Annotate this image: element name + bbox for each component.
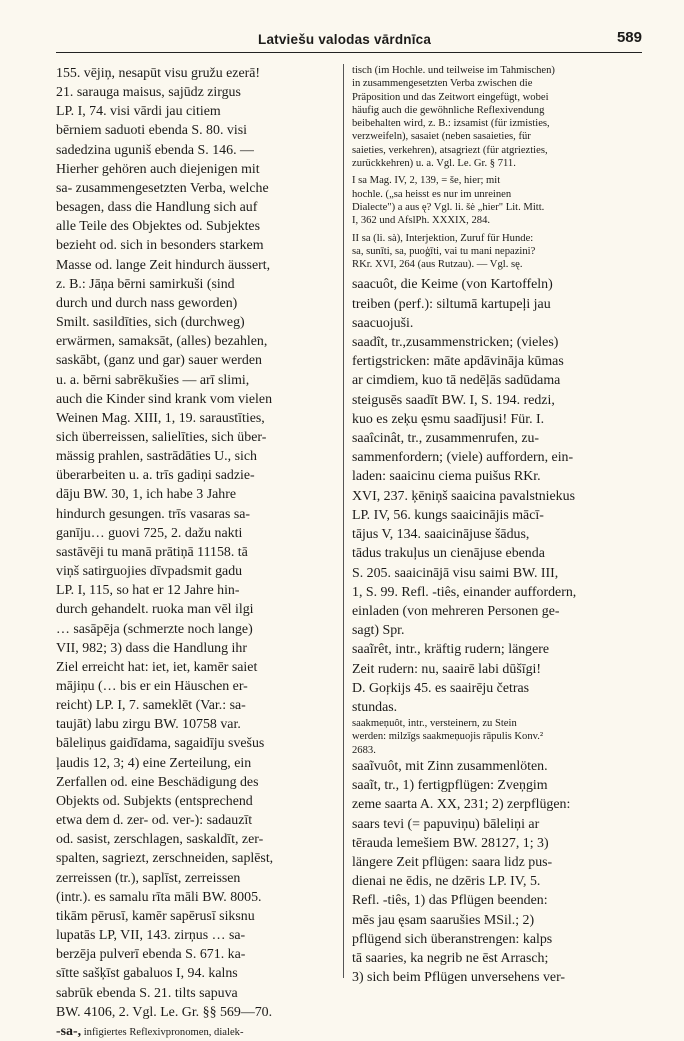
- text-line: saars tevi (= papuviņu) bāleliņi ar: [352, 816, 540, 832]
- text-line: durch und durch nass geworden): [56, 295, 238, 311]
- text-line: häufig auch die gewöhnliche Reflexivendung: [352, 104, 545, 116]
- text-line: durch gehandelt. ruoka man vēl ilgi: [56, 602, 254, 618]
- text-line: I, 362 und AfslPh. XXXIX, 284.: [352, 215, 491, 227]
- text-line: viņš satirguojies dīvpadsmit gadu: [56, 564, 243, 580]
- text-line: Masse od. lange Zeit hindurch äussert,: [56, 257, 271, 273]
- text-line: kuo es zeķu ęsmu saadījusi! Für. I.: [352, 411, 545, 427]
- text-line: mājiņu (… bis er ein Häuschen er-: [56, 679, 248, 694]
- text-line: in zusammengesetzten Verba zwischen die: [352, 78, 533, 90]
- text-line: Objekts od. Subjekts (entsprechend: [56, 793, 253, 809]
- text-line: sa- zusammengesetzten Verba, welche: [56, 180, 269, 196]
- text-line: zeme saarta A. XX, 231; 2) zerpflügen:: [352, 797, 571, 813]
- text-line: sadedzina uguniš ebenda S. 146. —: [56, 142, 254, 158]
- text-line: fertigstricken: māte apdāvināja kūmas: [352, 354, 564, 370]
- text-line: mēs jau ęsam saarušies MSil.; 2): [352, 912, 535, 928]
- text-line: steigusēs saadīt BW. I, S. 194. redzi,: [352, 392, 555, 408]
- text-line: saakmeņuôt, intr., versteinern, zu Stein: [352, 718, 517, 730]
- text-line: saadît, tr.,zusammenstricken; (vieles): [352, 335, 559, 351]
- text-line: XVI, 237. ķēniņš saaicina pavalstniekus: [352, 488, 575, 504]
- text-line: S. 205. saaicinājā visu saimi BW. III,: [352, 565, 559, 581]
- text-line: saaĩvuôt, mit Zinn zusammenlöten.: [352, 759, 548, 775]
- text-line: sabrūk ebenda S. 21. tilts sapuva: [56, 985, 238, 1001]
- text-line: bezieht od. sich in besonders starkem: [56, 238, 264, 254]
- text-line: erwärmen, samaksāt, (alles) bezahlen,: [56, 334, 268, 350]
- entry-sa-2: [352, 232, 652, 272]
- text-line: einladen (von mehreren Personen ge-: [352, 603, 560, 619]
- text-line: ar cimdiem, kuo tā nedēļās sadūdama: [352, 373, 561, 389]
- text-line: sagt) Spr.: [352, 623, 405, 639]
- text-line: zurückkehren) u. a. Vgl. Le. Gr. § 711.: [352, 158, 516, 170]
- text-line: saacuôt, die Keime (von Kartoffeln): [352, 277, 553, 293]
- text-line: sammenfordern; (viele) auffordern, ein-: [352, 450, 574, 466]
- text-line: ganīju… guovi 725, 2. dažu nakti: [56, 525, 243, 541]
- text-line: taujāt) labu zirgu BW. 10758 var.: [56, 717, 241, 733]
- text-line: zerreissen (tr.), saplīst, zerreissen: [56, 870, 241, 886]
- text-line: Smilt. sasildīties, sich (durchweg): [56, 315, 245, 331]
- text-line: mässig prahlen, sastrādāties U., sich: [56, 449, 257, 465]
- entry-sa-1: [352, 174, 652, 227]
- text-line: tikām pērusī, kamēr sapērusī siksnu: [56, 908, 255, 924]
- text-line: od. sasist, zerschlagen, saskaldīt, zer-: [56, 832, 264, 848]
- text-line: (intr.). es samalu rīta māli BW. 8005.: [56, 889, 262, 905]
- text-line: hindurch gesungen. trīs vasaras sa-: [56, 506, 251, 522]
- text-line: Präposition und das Zeitwort eingefügt, wobei: [352, 91, 549, 103]
- text-line: reicht) LP. I, 7. sameklēt (Var.: sa-: [56, 698, 246, 714]
- text-line: auch die Kinder sind krank vom vielen: [56, 391, 273, 407]
- text-line: tisch (im Hochle. und teilweise im Tahmischen): [352, 65, 555, 76]
- text-line: längere Zeit pflügen: saara lidz pus-: [352, 855, 553, 871]
- text-line: LP. I, 115, so hat er 12 Jahre hin-: [56, 583, 240, 599]
- text-line: etwa dem d. zer- od. ver-): sadauzīt: [56, 813, 253, 829]
- text-line: dienai ne ēdis, ne dzēris LP. IV, 5.: [352, 874, 541, 890]
- text-line: stundas.: [352, 699, 398, 715]
- text-line: 155. vējiņ, nesapūt visu gružu ezerā!: [56, 66, 261, 81]
- text-line: saacuojuši.: [352, 315, 414, 331]
- text-line: tādus trakuļus un cienājuse ebenda: [352, 546, 545, 562]
- text-line: tērauda lemešiem BW. 28127, 1; 3): [352, 835, 549, 851]
- text-line: ļaudis 12, 3; 4) eine Zerteilung, ein: [56, 755, 252, 771]
- text-line: 2683.: [352, 744, 376, 756]
- text-line: 3) sich beim Pflügen unversehens ver-: [352, 970, 566, 986]
- page-header: [56, 22, 642, 53]
- text-line: Ziel erreicht hat: iet, iet, kamēr saiet: [56, 659, 258, 675]
- text-line: u. a. bērni sabrēkušies — arī slimi,: [56, 372, 250, 388]
- dictionary-entries-continued: [352, 757, 652, 987]
- text-line: saieties, verkehren), atsagriezt (für atgriezties,: [352, 144, 548, 156]
- text-line: alle Teile des Objektes od. Subjektes: [56, 219, 260, 235]
- text-line: treiben (perf.): siltumā kartupeļi jau: [352, 296, 551, 312]
- text-line: verzweifeln), sasaiet (neben sasaieties, für: [352, 131, 531, 143]
- text-line: spalten, sagriezt, zerschneiden, saplēst,: [56, 851, 274, 867]
- text-line: Hierher gehören auch diejenigen mit: [56, 161, 260, 177]
- text-line: Zeit rudern: nu, saairē labi dūšīgi!: [352, 661, 542, 677]
- text-line: pflügend sich überanstrengen: kalps: [352, 931, 553, 947]
- text-line: Weinen Mag. XIII, 1, 19. saraustīties,: [56, 410, 265, 426]
- text-line: 21. sarauga maisus, sajūdz zirgus: [56, 85, 241, 101]
- entry-saakmenuot: [352, 717, 652, 757]
- right-column: [343, 64, 652, 986]
- text-line: Refl. -tiês, 1) das Pflügen beenden:: [352, 893, 548, 909]
- running-title: Latviešu valodas vārdnīca: [258, 32, 432, 47]
- text-line: BW. 4106, 2. Vgl. Le. Gr. §§ 569—70.: [56, 1004, 273, 1020]
- text-line: … sasāpēja (schmerzte noch lange): [56, 621, 253, 637]
- text-line: überarbeiten u. a. trīs gadiņi sadzie-: [56, 468, 255, 484]
- text-line: beibehalten wird, z. B.: izsamist (für izmisties,: [352, 118, 550, 130]
- text-line: besagen, dass die Handlung sich auf: [56, 200, 258, 216]
- text-line: I sa Mag. IV, 2, 139, = še, hier; mit: [352, 175, 501, 187]
- text-line: LP. I, 74. visi vārdi jau citiem: [56, 104, 221, 120]
- dictionary-entries: [352, 275, 652, 717]
- text-line: werden: milzīgs saakmeņuojis rāpulis Konv.²: [352, 731, 544, 743]
- text-line: D. Goŗkijs 45. es saairēju četras: [352, 680, 530, 696]
- sa-reflexive-continuation: [352, 64, 652, 170]
- text-line: tājus V, 134. saaicinājuse šādus,: [352, 527, 530, 543]
- text-line: VII, 982; 3) dass die Handlung ihr: [56, 640, 247, 656]
- text-line: bērniem saduoti ebenda S. 80. visi: [56, 123, 247, 139]
- text-line: sa, sunīti, sa, puoģīti, vai tu mani nepazini?: [352, 245, 536, 257]
- text-line: 1, S. 99. Refl. -tiês, einander auffordern,: [352, 584, 577, 600]
- text-line: bāleliņus gaidīdama, sagaidīju svešus: [56, 736, 265, 752]
- text-line: berzēja pulverī ebenda S. 671. ka-: [56, 947, 246, 963]
- text-line: saaĩrêt, intr., kräftig rudern; längere: [352, 642, 550, 658]
- text-line: RKr. XVI, 264 (aus Rutzau). — Vgl. sę.: [352, 259, 523, 271]
- text-line: lupatās LP, VII, 143. zirņus … sa-: [56, 928, 246, 944]
- text-line: sich überreissen, salielīties, sich über-: [56, 429, 267, 445]
- text-line: saskābt, (ganz und gar) sauer werden: [56, 353, 262, 369]
- entry-text: infigiertes Reflexivpronomen, dialek-: [81, 1026, 244, 1038]
- page-number: 589: [616, 29, 642, 46]
- text-line: sastāvēji tu manā prātiņā 11158. tā: [56, 544, 248, 560]
- text-line: [56, 1022, 332, 1041]
- text-line: Dialecte") a aus ę? Vgl. li. šė „hier" Lit. Mitt.: [352, 201, 545, 213]
- text-line: II sa (li. sà), Interjektion, Zuruf für Hunde:: [352, 232, 534, 244]
- text-line: hochle. („sa heisst es nur im unreinen: [352, 188, 512, 200]
- text-line: z. B.: Jāņa bērni samirkuši (sind: [56, 276, 235, 292]
- text-line: saaîcinât, tr., zusammenrufen, zu-: [352, 431, 540, 447]
- text-line: Zerfallen od. eine Beschädigung des: [56, 774, 259, 790]
- text-line: LP. IV, 56. kungs saaicinājis mācī-: [352, 507, 544, 523]
- text-line: saaĩt, tr., 1) fertigpflügen: Zveņgim: [352, 778, 548, 794]
- entry-headword: -sa-,: [56, 1023, 82, 1039]
- text-line: tā saaries, ka negrib ne ēst Arrasch;: [352, 951, 549, 967]
- text-line: laden: saaicinu ciema puišus RKr.: [352, 469, 541, 485]
- text-line: sītte sašķīst gabaluos I, 94. kalns: [56, 966, 238, 982]
- left-column: [56, 64, 332, 1041]
- text-line: dāju BW. 30, 1, ich habe 3 Jahre: [56, 487, 237, 503]
